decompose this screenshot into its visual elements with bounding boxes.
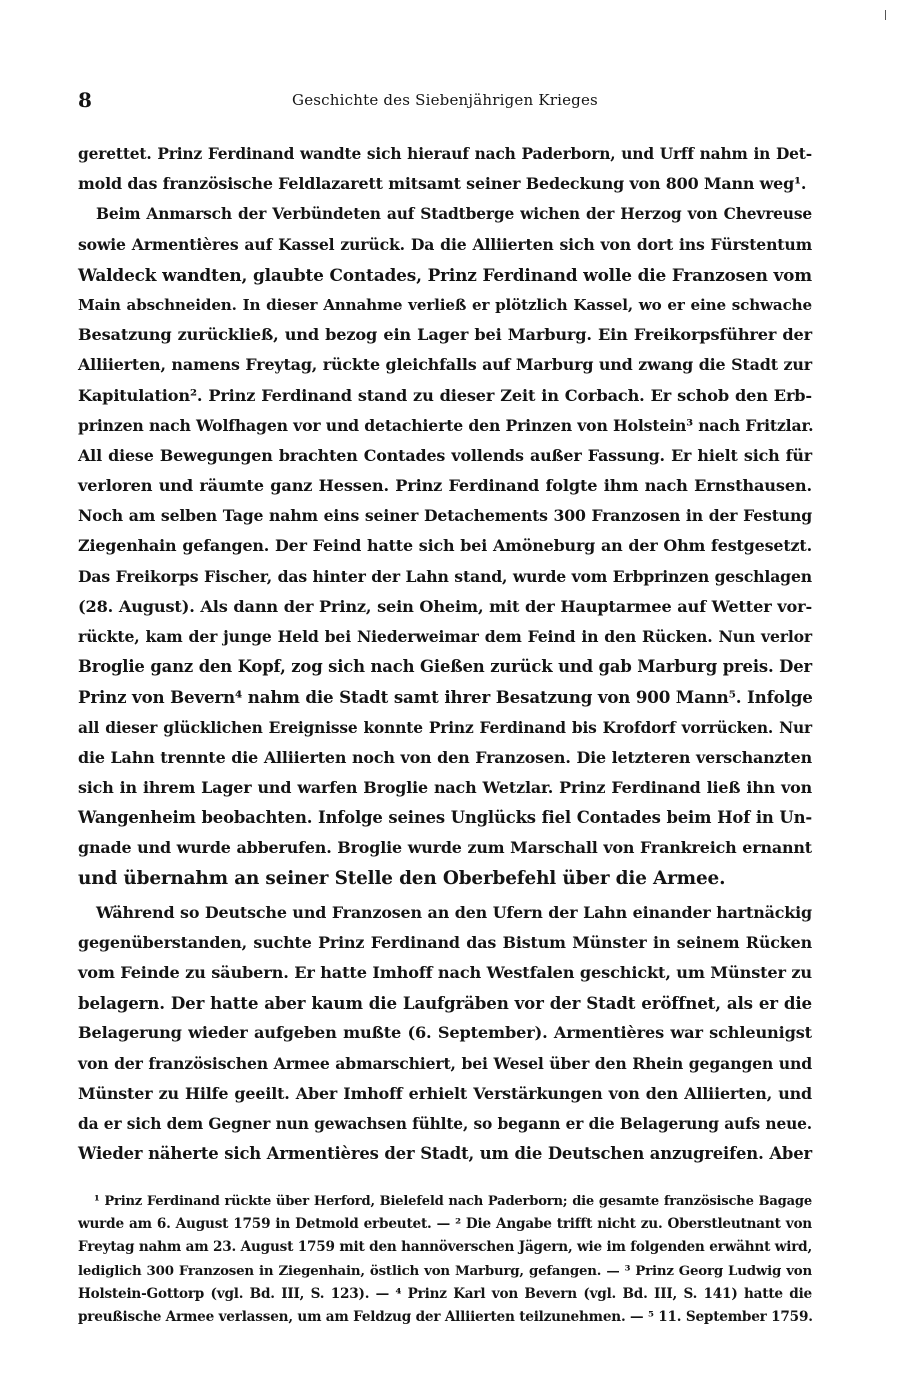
text-line: gegenüberstanden, suchte Prinz Ferdinand das Bistum Münster in seinem Rücken <box>78 932 812 952</box>
page-number: 8 <box>78 88 92 112</box>
text-line: all dieser glücklichen Ereignisse konnte Prinz Ferdinand bis Krofdorf vorrücken. Nur <box>78 718 812 737</box>
footnote-line: preußische Armee verlassen, um am Feldzug der Alliierten teilzunehmen. — ⁵ 11. September 1759. <box>78 1308 813 1325</box>
footnote-line: ¹ Prinz Ferdinand rückte über Herford, Bielefeld nach Paderborn; die gesamte französische Bagage <box>94 1194 812 1209</box>
text-line: vom Feinde zu säubern. Er hatte Imhoff nach Westfalen geschickt, um Münster zu <box>78 963 812 983</box>
text-line: Wangenheim beobachten. Infolge seines Unglücks fiel Contades beim Hof in Un- <box>78 808 812 828</box>
text-line: Ziegenhain gefangen. Der Feind hatte sich bei Amöneburg an der Ohm festgesetzt. <box>78 536 812 556</box>
text-line: von der französischen Armee abmarschiert, bei Wesel über den Rhein gegangen und <box>78 1053 812 1073</box>
text-line: sowie Armentières auf Kassel zurück. Da die Alliierten sich von dort ins Fürstentum <box>78 234 812 254</box>
text-line: Waldeck wandten, glaubte Contades, Prinz Ferdinand wolle die Franzosen vom <box>78 264 812 285</box>
text-line: Main abschneiden. In dieser Annahme verließ er plötzlich Kassel, wo er eine schwache <box>78 295 812 314</box>
footnote-line: Holstein-Gottorp (vgl. Bd. III, S. 123). — ⁴ Prinz Karl von Bevern (vgl. Bd. III, S. 141) hatte die <box>78 1285 812 1302</box>
text-line: Münster zu Hilfe geeilt. Aber Imhoff erhielt Verstärkungen von den Alliierten, und <box>78 1083 812 1103</box>
text-line: belagern. Der hatte aber kaum die Laufgräben vor der Stadt eröffnet, als er die <box>78 993 812 1014</box>
text-line: die Lahn trennte die Alliierten noch von den Franzosen. Die letzteren verschanzten <box>78 747 812 767</box>
text-line: mold das französische Feldlazarett mitsamt seiner Bedeckung von 800 Mann weg¹. <box>78 174 807 194</box>
body-text <box>78 139 812 1169</box>
text-line: Prinz von Bevern⁴ nahm die Stadt samt ihrer Besatzung von 900 Mann⁵. Infolge <box>78 687 813 708</box>
text-line: Beim Anmarsch der Verbündeten auf Stadtberge wichen der Herzog von Chevreuse <box>96 205 812 224</box>
text-line: prinzen nach Wolfhagen vor und detachierte den Prinzen von Holstein³ nach Fritzlar. <box>78 415 814 435</box>
text-line: Besatzung zurückließ, und bezog ein Lager bei Marburg. Ein Freikorpsführer der <box>78 325 812 345</box>
text-line: Noch am selben Tage nahm eins seiner Detachements 300 Franzosen in der Festung <box>78 506 812 526</box>
text-line: rückte, kam der junge Held bei Niederweimar dem Feind in den Rücken. Nun verlor <box>78 627 812 646</box>
text-line: verloren und räumte ganz Hessen. Prinz Ferdinand folgte ihm nach Ernsthausen. <box>78 476 812 496</box>
footnote-line: Freytag nahm am 23. August 1759 mit den hannöverschen Jägern, wie im folgenden erwähnt wird, <box>78 1239 812 1256</box>
text-line: Das Freikorps Fischer, das hinter der Lahn stand, wurde vom Erbprinzen geschlagen <box>78 566 812 586</box>
text-line: Kapitulation². Prinz Ferdinand stand zu dieser Zeit in Corbach. Er schob den Erb- <box>78 385 812 405</box>
text-line: (28. August). Als dann der Prinz, sein Oheim, mit der Hauptarmee auf Wetter vor- <box>78 596 812 616</box>
text-line: gerettet. Prinz Ferdinand wandte sich hierauf nach Paderborn, und Urff nahm in Det- <box>78 145 812 163</box>
text-line: Alliierten, namens Freytag, rückte gleichfalls auf Marburg und zwang die Stadt zur <box>78 355 812 375</box>
footnote-line: lediglich 300 Franzosen in Ziegenhain, östlich von Marburg, gefangen. — ³ Prinz Georg Ludwig von <box>78 1262 812 1279</box>
scan-mark <box>885 10 886 20</box>
text-line: sich in ihrem Lager und warfen Broglie nach Wetzlar. Prinz Ferdinand ließ ihn von <box>78 777 812 797</box>
page-header <box>78 88 812 114</box>
running-title: Geschichte des Siebenjährigen Krieges <box>292 91 598 109</box>
text-line: Während so Deutsche und Franzosen an den Ufern der Lahn einander hartnäckig <box>96 902 812 922</box>
text-line: gnade und wurde abberufen. Broglie wurde zum Marschall von Frankreich ernannt <box>78 838 812 858</box>
text-line: All diese Bewegungen brachten Contades vollends außer Fassung. Er hielt sich für <box>78 445 812 465</box>
text-line: Wieder näherte sich Armentières der Stadt, um die Deutschen anzugreifen. Aber <box>78 1144 812 1164</box>
text-line: da er sich dem Gegner nun gewachsen fühlte, so begann er die Belagerung aufs neue. <box>78 1115 812 1133</box>
footnotes <box>78 1190 812 1329</box>
footnote-line: wurde am 6. August 1759 in Detmold erbeutet. — ² Die Angabe trifft nicht zu. Oberstleutnant von <box>78 1216 812 1233</box>
text-line: Broglie ganz den Kopf, zog sich nach Gießen zurück und gab Marburg preis. Der <box>78 657 812 677</box>
text-line: und übernahm an seiner Stelle den Oberbefehl über die Armee. <box>78 867 726 889</box>
text-line: Belagerung wieder aufgeben mußte (6. September). Armentières war schleunigst <box>78 1023 812 1043</box>
